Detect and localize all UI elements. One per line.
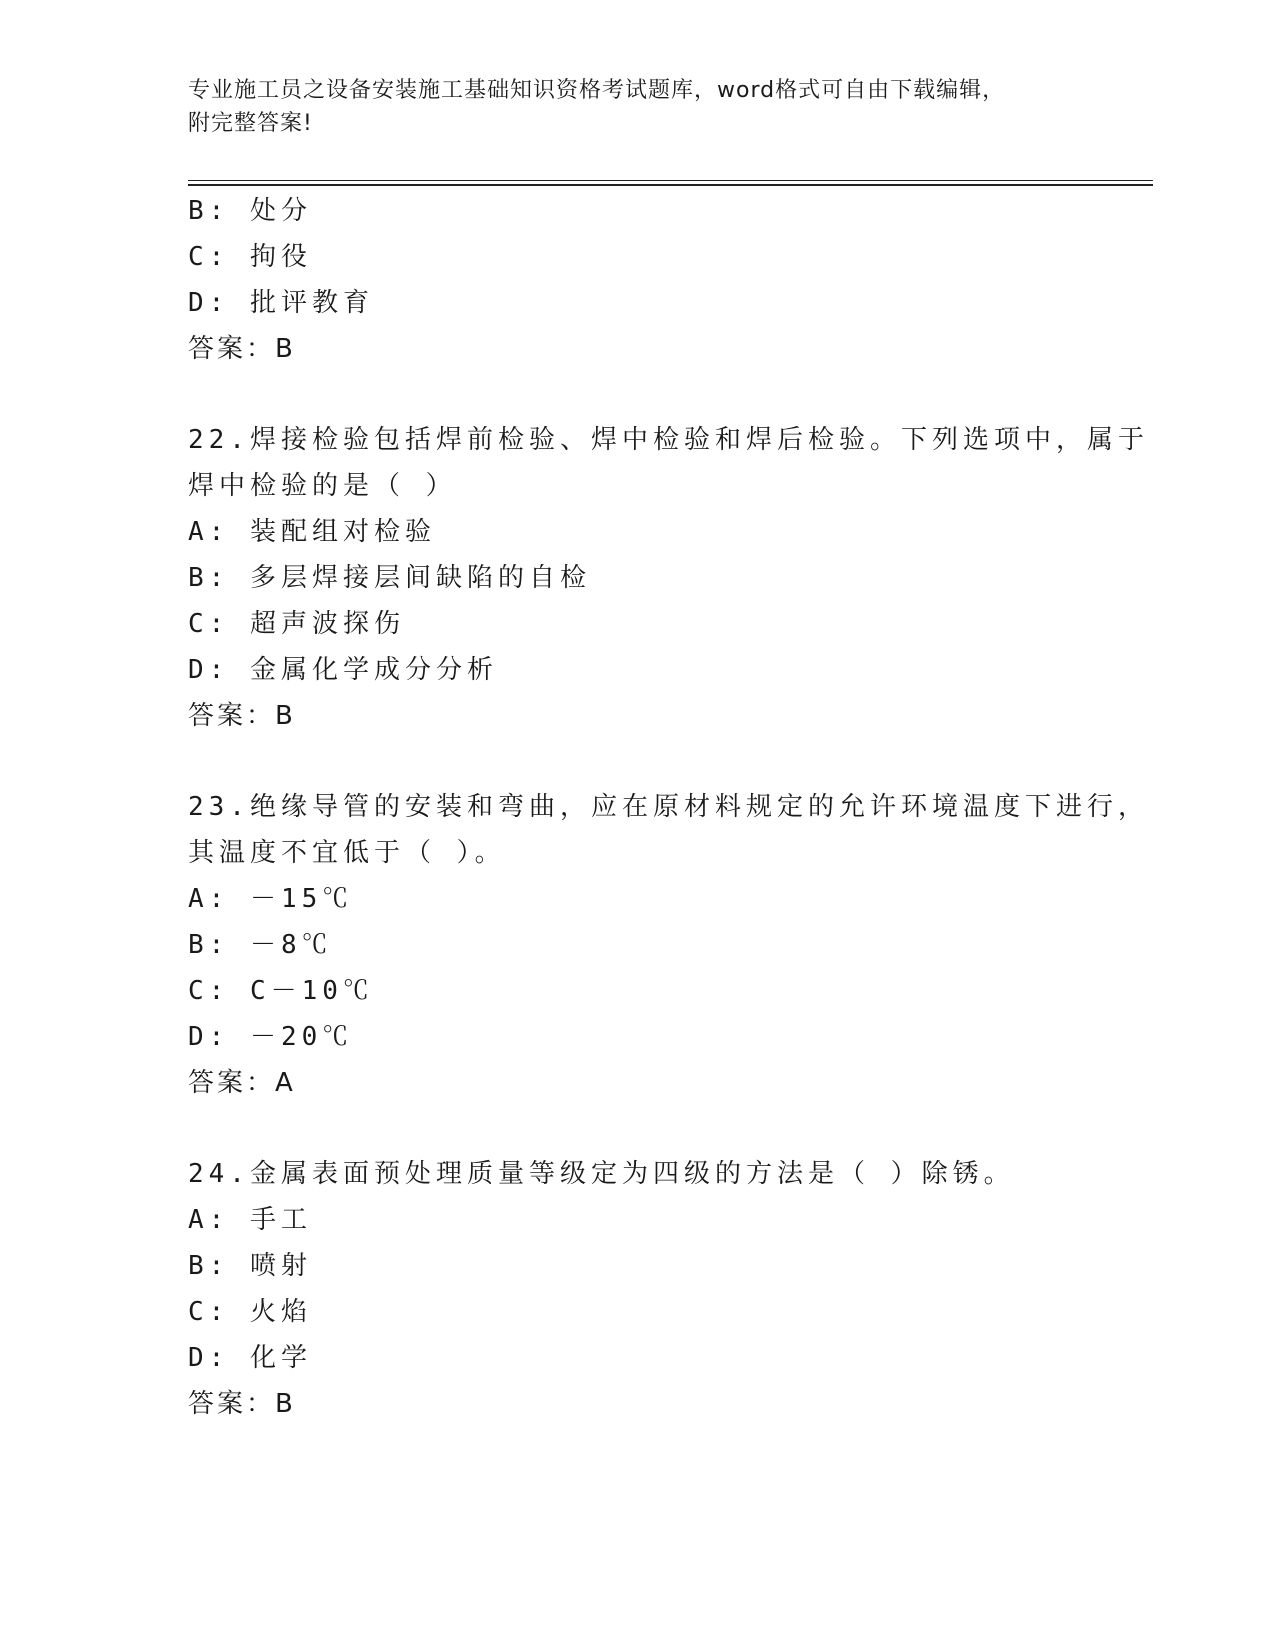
answer-label: 答案：A xyxy=(188,1068,296,1098)
option-c: C: C－10℃ xyxy=(188,976,374,1006)
question-stem: 24.金属表面预处理质量等级定为四级的方法是（ ）除锈。 xyxy=(188,1159,1015,1189)
question-block-24 xyxy=(188,1151,1148,1427)
question-stem: 23.绝缘导管的安装和弯曲，应在原材料规定的允许环境温度下进行， xyxy=(188,792,1149,822)
header-divider-thick xyxy=(188,184,1153,186)
question-block-23 xyxy=(188,784,1148,1106)
option-b: B: －8℃ xyxy=(188,930,333,960)
option-b: B: 喷射 xyxy=(188,1251,312,1281)
question-block-partial xyxy=(188,188,1148,372)
header-line-2: 附完整答案! xyxy=(188,111,313,136)
question-list xyxy=(188,188,1148,1427)
question-stem-continued: 焊中检验的是（ ） xyxy=(188,471,457,501)
option-b: B: 多层焊接层间缺陷的自检 xyxy=(188,563,591,593)
answer-label: 答案：B xyxy=(188,701,296,731)
header-line-1: 专业施工员之设备安装施工基础知识资格考试题库，word格式可自由下载编辑， xyxy=(188,78,1006,103)
option-a: A: 装配组对检验 xyxy=(188,517,436,547)
option-b: B: 处分 xyxy=(188,196,312,226)
question-stem-continued: 其温度不宜低于（ ）。 xyxy=(188,838,506,868)
option-c: C: 超声波探伤 xyxy=(188,609,405,639)
option-c: C: 拘役 xyxy=(188,242,312,272)
question-block-22 xyxy=(188,417,1148,739)
option-d: D: －20℃ xyxy=(188,1022,354,1052)
option-a: A: 手工 xyxy=(188,1205,312,1235)
option-d: D: 金属化学成分分析 xyxy=(188,655,498,685)
header-divider-thin xyxy=(188,180,1153,181)
answer-label: 答案：B xyxy=(188,334,296,364)
question-stem: 22.焊接检验包括焊前检验、焊中检验和焊后检验。下列选项中，属于 xyxy=(188,425,1149,455)
option-d: D: 化学 xyxy=(188,1343,312,1373)
document-header xyxy=(188,74,1088,140)
option-c: C: 火焰 xyxy=(188,1297,312,1327)
option-a: A: －15℃ xyxy=(188,884,354,914)
answer-label: 答案：B xyxy=(188,1389,296,1419)
option-d: D: 批评教育 xyxy=(188,288,374,318)
